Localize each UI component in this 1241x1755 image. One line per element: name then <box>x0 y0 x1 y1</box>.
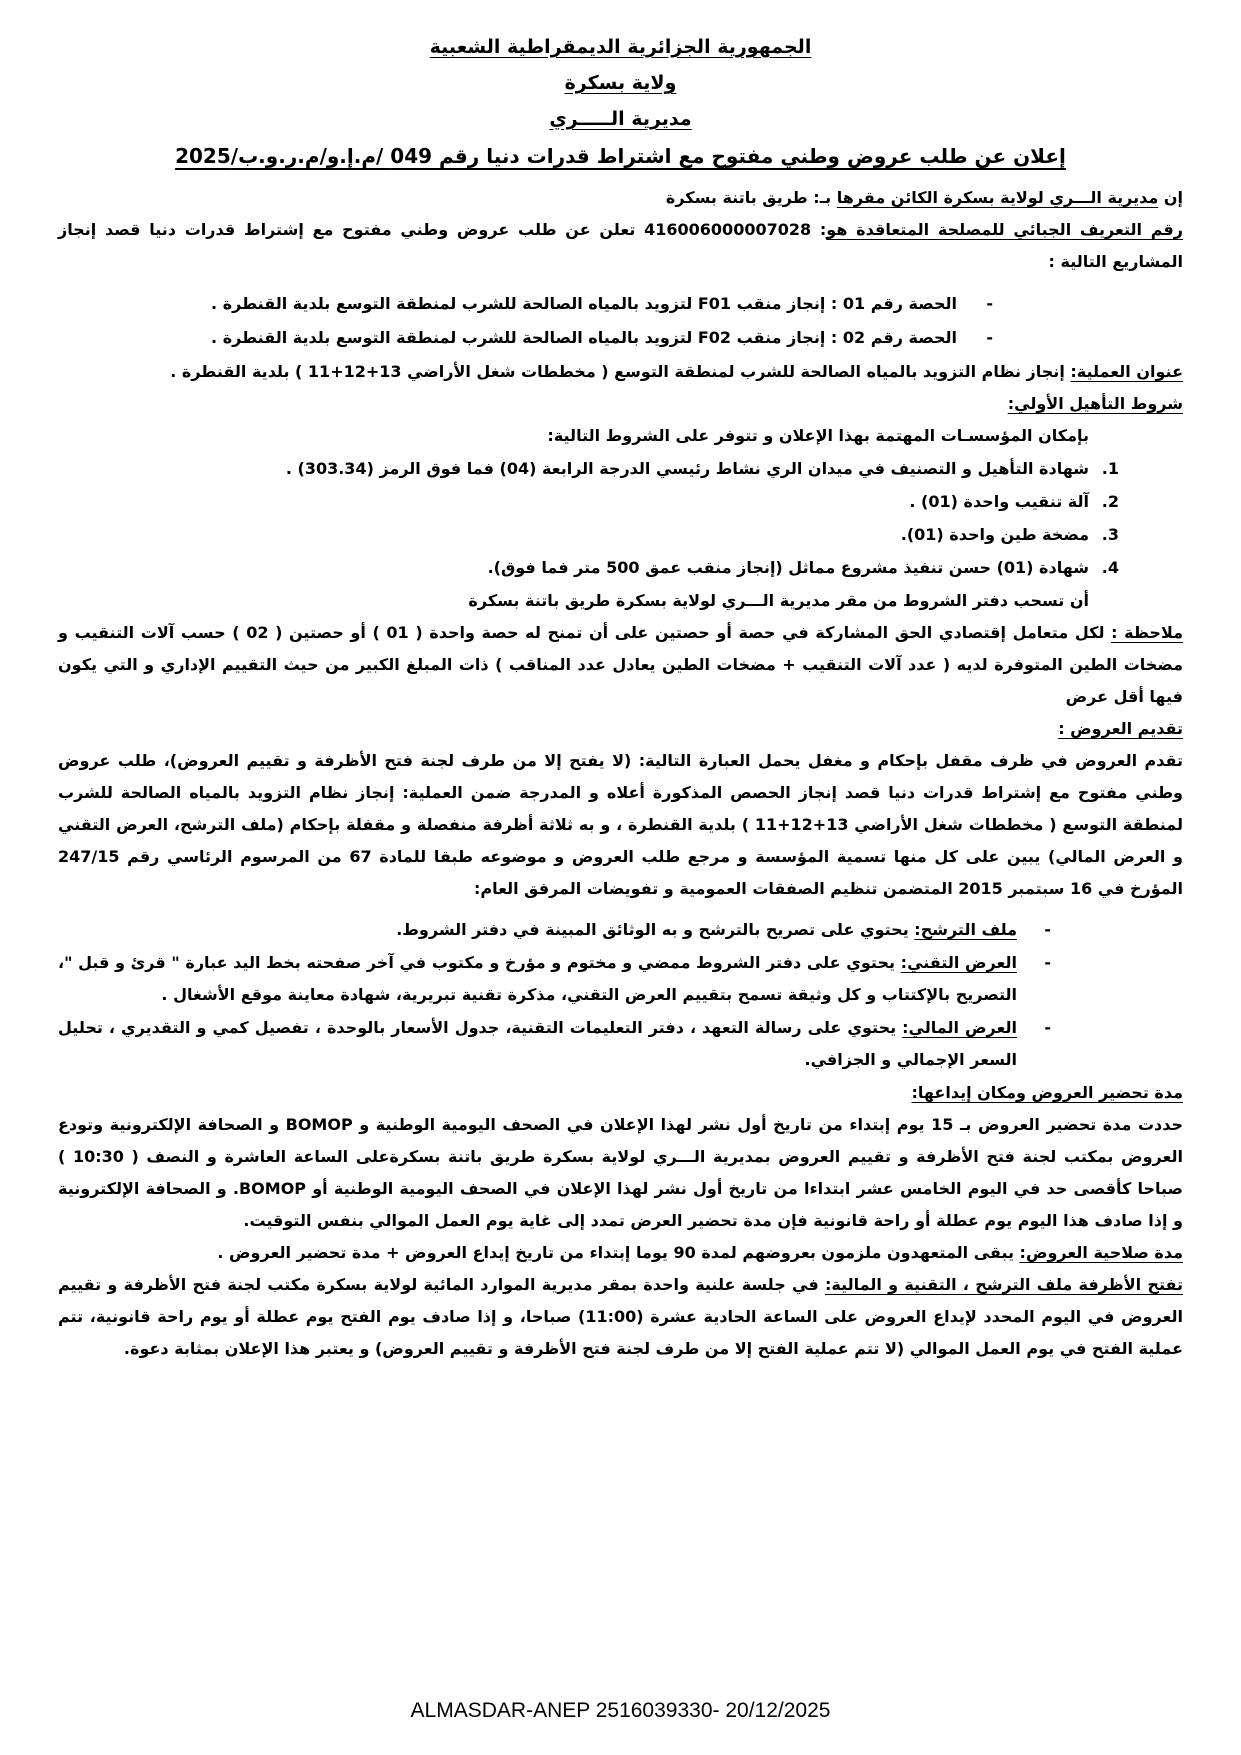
document-body <box>58 182 1183 1365</box>
submission-part-1: تقدم العروض في ظرف مقفل بإحكام و مغفل يحمل العبارة التالية: (لا يفتح إلا من طرف لجنة فتح الأظرفة و تقييم العروض)، طلب عروض وطني مفتوح مع إشتراط قدرات دنيا قصد إنجاز الحصص المذكورة أعلاه و المدرجة ضمن العملية: <box>58 751 1184 802</box>
submission-operation-bold: إنجاز نظام التزويد بالمياه الصالحة للشرب لمنطقة التوسع ( مخططات شغل الأراضي 13+12+11 ) بلدية القنطرة <box>58 783 1183 834</box>
header-country: الجمهورية الجزائرية الديمقراطية الشعبية <box>429 36 812 58</box>
anep-footer: ALMASDAR-ANEP 2516039330- 20/12/2025 <box>410 1699 831 1722</box>
opening-label: تفتح الأظرفة ملف الترشح ، التقنية و المالية: <box>824 1275 1184 1294</box>
dash-bullet: - <box>1044 953 1051 972</box>
opening-paragraph <box>58 1269 1183 1365</box>
lot-item-1 <box>58 288 1183 320</box>
header-wilaya: ولاية بسكرة <box>564 72 677 94</box>
submission-part-2: ، و به ثلاثة أظرفة منفصلة و مقفلة بإحكام (ملف الترشح، العرض التقني و العرض المالي) يبين على كل منها تسمية المؤسسة و مرجع طلب العروض و موضوعه طبقا للمادة 67 من المرسوم الرئاسي رقم 247/15 المؤرخ في 16 سبتمبر 2015 المتضمن تنظيم الصفقات العمومية و تفويضات المرفق العام: <box>58 815 1184 898</box>
qualification-item-2 <box>58 486 1183 518</box>
preparation-heading: مدة تحضير العروض ومكان إيداعها: <box>911 1083 1183 1102</box>
note-text: لكل متعامل إقتصادي الحق المشاركة في حصة أو حصتين على أن تمنح له حصة واحدة ( 01 ) أو حصتين ( 02 ) حسب آلات التنقيب و مضخات الطين المتوفرة لديه ( عدد آلات التنقيب + مضخات الطين يعادل عدد المناقب ) ذات المبلغ الكبير من حيث التقييم الإداري و التي يكون فيها أقل عرض <box>58 623 1183 706</box>
note-paragraph <box>58 617 1183 713</box>
qualification-item-3 <box>58 519 1183 551</box>
dash-bullet: - <box>1044 920 1051 939</box>
tax-id-label: رقم التعريف الجبائي للمصلحة المتعاقدة هو <box>826 220 1183 239</box>
spacer <box>58 905 1183 913</box>
page-title: إعلان عن طلب عروض وطني مفتوح مع اشتراط قدرات دنيا رقم 049 /م.إ.و/م.ر.و.ب/2025 <box>175 144 1066 168</box>
intro-line-2 <box>58 214 1183 278</box>
dash-bullet: - <box>986 294 993 313</box>
validity-text: يبقى المتعهدون ملزمون بعروضهم لمدة 90 يوما إبتداء من تاريخ إيداع العروض + مدة تحضير العروض . <box>217 1243 1020 1262</box>
note-label: ملاحظة : <box>1111 623 1184 642</box>
tax-id-rest: : 416006000007028 تعلن عن طلب عروض وطني مفتوح مع إشتراط قدرات دنيا قصد إنجاز المشاريع التالية : <box>58 220 1183 271</box>
lot-item-text: الحصة رقم 02 : إنجاز منقب F02 لتزويد بالمياه الصالحة للشرب لمنطقة التوسع بلدية القنطرة . <box>211 328 957 347</box>
spacer <box>58 278 1183 286</box>
dash-bullet: - <box>986 328 993 347</box>
dash-bullet: - <box>1044 1018 1051 1037</box>
header-directorate: مديرية الـــــري <box>549 108 692 130</box>
opening-text: في جلسة علنية واحدة بمقر مديرية الموارد المائية لولاية بسكرة مكتب لجنة فتح الأظرفة و تقييم العروض في اليوم المحدد لإيداع العروض على الساعة الحادية عشرة (11:00) صباحا، و إذا صادف يوم الفتح يوم عطلة أو يوم راحة قانونية، تتم عملية الفتح في يوم العمل الموالي (لا تتم عملية الفتح إلا من طرف لجنة فتح الأظرفة و تقييم العروض) و يعتبر هذا الإعلان بمثابة دعوة. <box>58 1275 1183 1358</box>
submission-heading: تقديم العروض : <box>1058 719 1183 738</box>
document-header <box>58 30 1183 182</box>
qualification-item-1 <box>58 453 1183 485</box>
submission-paragraph <box>58 745 1183 905</box>
envelope-item-financial <box>58 1012 1183 1076</box>
envelope-text: العرض التقني: يحتوي على دفتر الشروط ممضي و مختوم و مؤرخ و مكتوب في آخر صفحته بخط اليد عبارة " قرئ و قبل "، التصريح بالإكتتاب و كل وثيقة تسمح بتقييم العرض التقني، مذكرة تقنية تبريرية، شهادة معاينة موقع الأشغال . <box>58 953 1017 1004</box>
qualification-intro: بإمكان المؤسسـات المهتمة بهذا الإعلان و تتوفر على الشروط التالية: <box>547 426 1089 445</box>
qualification-heading: شروط التأهيل الأولي: <box>1007 394 1183 413</box>
item-number: 1. <box>1101 459 1119 478</box>
envelope-item-technical <box>58 947 1183 1011</box>
intro-line-1 <box>58 182 1183 214</box>
preparation-paragraph: حددت مدة تحضير العروض بـ 15 يوم إبتداء من تاريخ أول نشر لهذا الإعلان في الصحف اليومية الوطنية و BOMOP و الصحافة الإلكترونية وتودع العروض بمكتب لجنة فتح الأظرفة و تقييم العروض بمديرية الـــري لولاية بسكرة طريق باتنة بسكرةعلى الساعة العاشرة و النصف ( 10:30 ) صباحا كأقصى حد في اليوم الخامس عشر ابتداءا من تاريخ أول نشر لهذا الإعلان في الصحف اليومية الوطنية أو BOMOP. و الصحافة الإلكترونية و إذا صادف هذا اليوم يوم عطلة أو راحة قانونية فإن مدة تحضير العرض تمدد إلى غاية يوم العمل الموالي بنفس التوقيت. <box>58 1115 1184 1230</box>
item-text: مضخة طين واحدة (01). <box>900 525 1089 544</box>
validity-paragraph <box>58 1237 1183 1269</box>
lot-item-2 <box>58 322 1183 354</box>
item-text: شهادة (01) حسن تنفيذ مشروع مماثل (إنجاز منقب عمق 500 متر فما فوق). <box>487 558 1089 577</box>
envelope-label: ملف الترشح: <box>914 920 1017 939</box>
envelope-item-candidacy <box>58 914 1183 946</box>
intro-address: بـ: طريق باتنة بسكرة <box>665 188 837 207</box>
item-number: 4. <box>1101 558 1119 577</box>
item-text: شهادة التأهيل و التصنيف في ميدان الري نشاط رئيسي الدرجة الرابعة (04) فما فوق الرمز (303.34) . <box>285 459 1089 478</box>
operation-text: إنجاز نظام التزويد بالمياه الصالحة للشرب لمنطقة التوسع ( مخططات شغل الأراضي 13+12+11 ) بلدية القنطرة . <box>170 362 1071 381</box>
envelope-label: العرض المالي: <box>902 1018 1018 1037</box>
envelope-label: العرض التقني: <box>900 953 1017 972</box>
intro-prefix: إن <box>1158 188 1183 207</box>
item-number: 3. <box>1101 525 1119 544</box>
qualification-item-4 <box>58 552 1183 584</box>
item-number: 2. <box>1101 492 1119 511</box>
envelope-text: العرض المالي: يحتوي على رسالة التعهد ، دفتر التعليمات التقنية، جدول الأسعار بالوحدة ، تفصيل كمي و التقديري ، تحليل السعر الإجمالي و الجزافي. <box>58 1018 1018 1069</box>
envelope-text: ملف الترشح: يحتوي على تصريح بالترشح و به الوثائق المبينة في دفتر الشروط. <box>396 920 1017 939</box>
operation-title <box>58 356 1183 388</box>
withdraw-line: أن تسحب دفتر الشروط من مقر مديرية الـــري لولاية بسكرة طريق باتنة بسكرة <box>468 591 1089 610</box>
validity-label: مدة صلاحية العروض: <box>1019 1243 1183 1262</box>
operation-label: عنوان العملية: <box>1070 362 1183 381</box>
lot-item-text: الحصة رقم 01 : إنجاز منقب F01 لتزويد بالمياه الصالحة للشرب لمنطقة التوسع بلدية القنطرة . <box>211 294 957 313</box>
intro-authority: مديرية الـــري لولاية بسكرة الكائن مقرها <box>836 188 1159 207</box>
item-text: آلة تنقيب واحدة (01) . <box>909 492 1089 511</box>
